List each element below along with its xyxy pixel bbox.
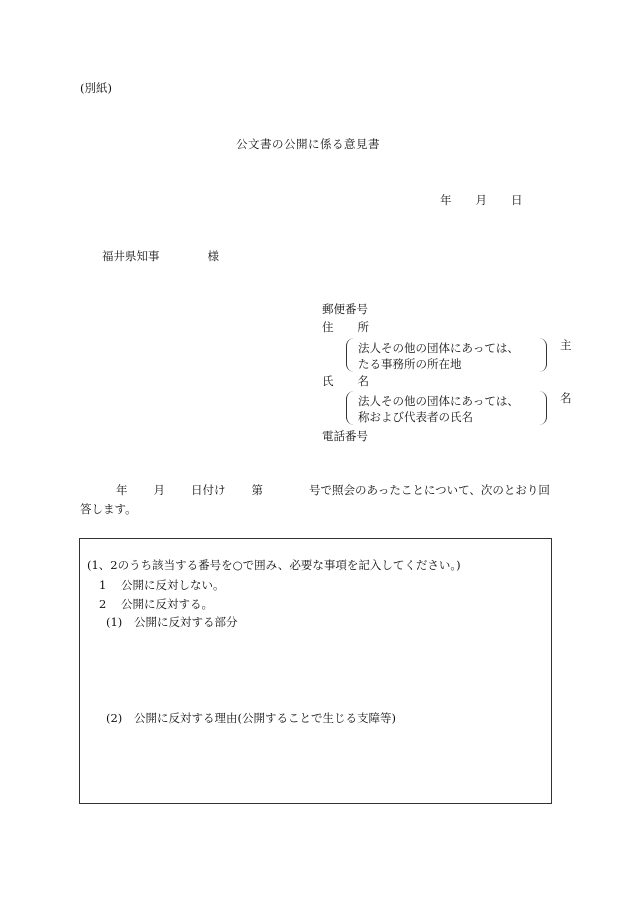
addressee-honorific: 様 xyxy=(207,249,219,263)
addressee-name: 福井県知事 xyxy=(102,249,160,263)
name-note xyxy=(346,391,572,425)
address-label-1: 住 xyxy=(322,320,334,334)
right-parenthesis xyxy=(538,338,547,372)
reply-line-1-rest: 号で照会のあったことについて、次のとおり回 xyxy=(309,483,550,497)
postal-code-row xyxy=(322,303,368,317)
name-note-line-1: 法人その他の団体にあっては、 xyxy=(358,394,519,408)
option-1-number: 1 xyxy=(99,578,107,592)
phone-row xyxy=(322,430,368,444)
name-label-2: 名 xyxy=(357,374,369,388)
option-2-text: 公開に反対する。 xyxy=(121,597,213,611)
address-row xyxy=(322,321,369,335)
date-year: 年 xyxy=(440,193,452,207)
address-label-2: 所 xyxy=(357,320,369,334)
reply-number-prefix: 第 xyxy=(251,483,263,497)
name-note-suffix: 名 xyxy=(560,391,572,405)
name-row xyxy=(322,375,369,389)
address-note-suffix: 主 xyxy=(560,338,572,352)
sub-item-1 xyxy=(106,616,238,630)
reply-line-2: 答します。 xyxy=(80,502,137,516)
sub-item-1-number: (1) xyxy=(106,615,123,629)
date-month: 月 xyxy=(475,193,487,207)
date-day: 日 xyxy=(511,193,523,207)
document-label: (別紙) xyxy=(80,81,112,95)
sub-item-1-text: 公開に反対する部分 xyxy=(134,615,238,629)
option-2-number: 2 xyxy=(99,597,107,611)
sub-item-2-number: (2) xyxy=(106,711,123,725)
address-note xyxy=(346,338,572,372)
document-title: 公文書の公開に係る意見書 xyxy=(236,137,380,151)
left-parenthesis xyxy=(346,391,355,425)
date-line xyxy=(440,194,523,208)
addressee xyxy=(102,250,219,264)
left-parenthesis xyxy=(346,338,355,372)
sub-item-2-text: 公開に反対する理由(公開することで生じる支障等) xyxy=(134,711,396,725)
reply-line-1 xyxy=(116,484,550,498)
postal-code-label: 郵便番号 xyxy=(322,302,368,316)
sub-item-2 xyxy=(106,712,396,726)
name-note-line-2: 称および代表者の氏名 xyxy=(358,410,473,424)
address-note-line-1: 法人その他の団体にあっては、 xyxy=(358,341,519,355)
address-note-text xyxy=(358,340,519,372)
reply-dated: 日付け xyxy=(191,483,226,497)
option-1-text: 公開に反対しない。 xyxy=(121,578,225,592)
name-note-text xyxy=(358,393,519,425)
reply-year: 年 xyxy=(116,483,128,497)
reply-month: 月 xyxy=(153,483,165,497)
address-note-line-2: たる事務所の所在地 xyxy=(358,357,462,371)
name-label-1: 氏 xyxy=(322,374,334,388)
right-parenthesis xyxy=(538,391,547,425)
phone-label: 電話番号 xyxy=(322,429,368,443)
option-1 xyxy=(99,579,225,593)
box-instruction: (1、2のうち該当する番号を○で囲み、必要な事項を記入してください。) xyxy=(87,558,461,572)
option-2 xyxy=(99,598,213,612)
opinion-box xyxy=(79,538,552,804)
